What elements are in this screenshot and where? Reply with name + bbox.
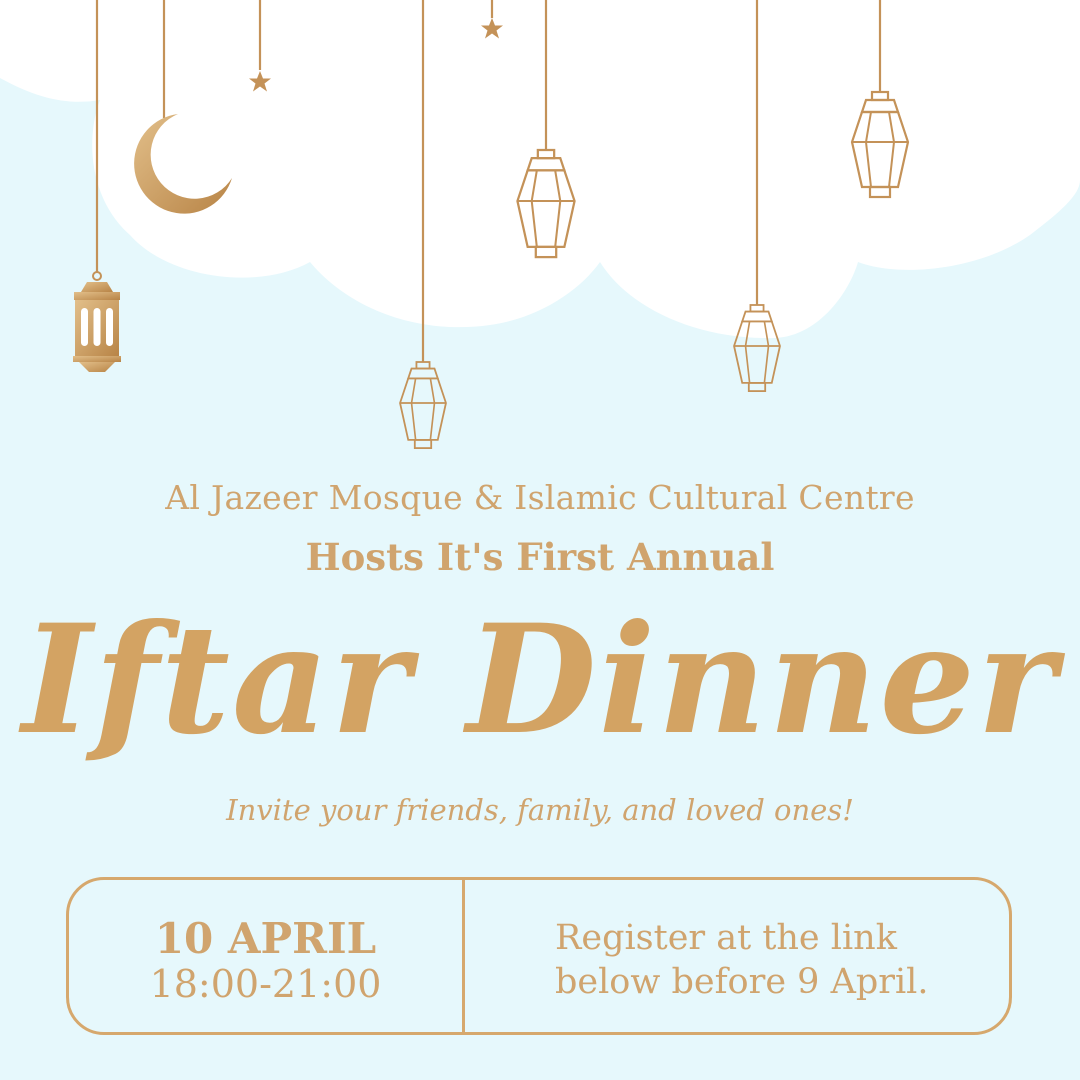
organization-name: Al Jazeer Mosque & Islamic Cultural Centre: [165, 478, 915, 517]
tagline: Invite your friends, family, and loved ones!: [226, 793, 854, 827]
decorative-illustration: [0, 0, 1080, 460]
subheading: Hosts It's First Annual: [305, 535, 775, 579]
event-date: 10 APRIL: [154, 914, 377, 963]
event-title: Iftar Dinner: [21, 592, 1059, 768]
registration-note: Register at the link below before 9 April.: [555, 918, 929, 1002]
lantern-icon: [400, 362, 446, 448]
event-details-box: [66, 877, 1012, 1035]
cloud: [0, 0, 1080, 338]
event-time: 18:00-21:00: [149, 962, 382, 1006]
details-divider: [462, 880, 465, 1032]
lantern-icon: [73, 272, 121, 372]
